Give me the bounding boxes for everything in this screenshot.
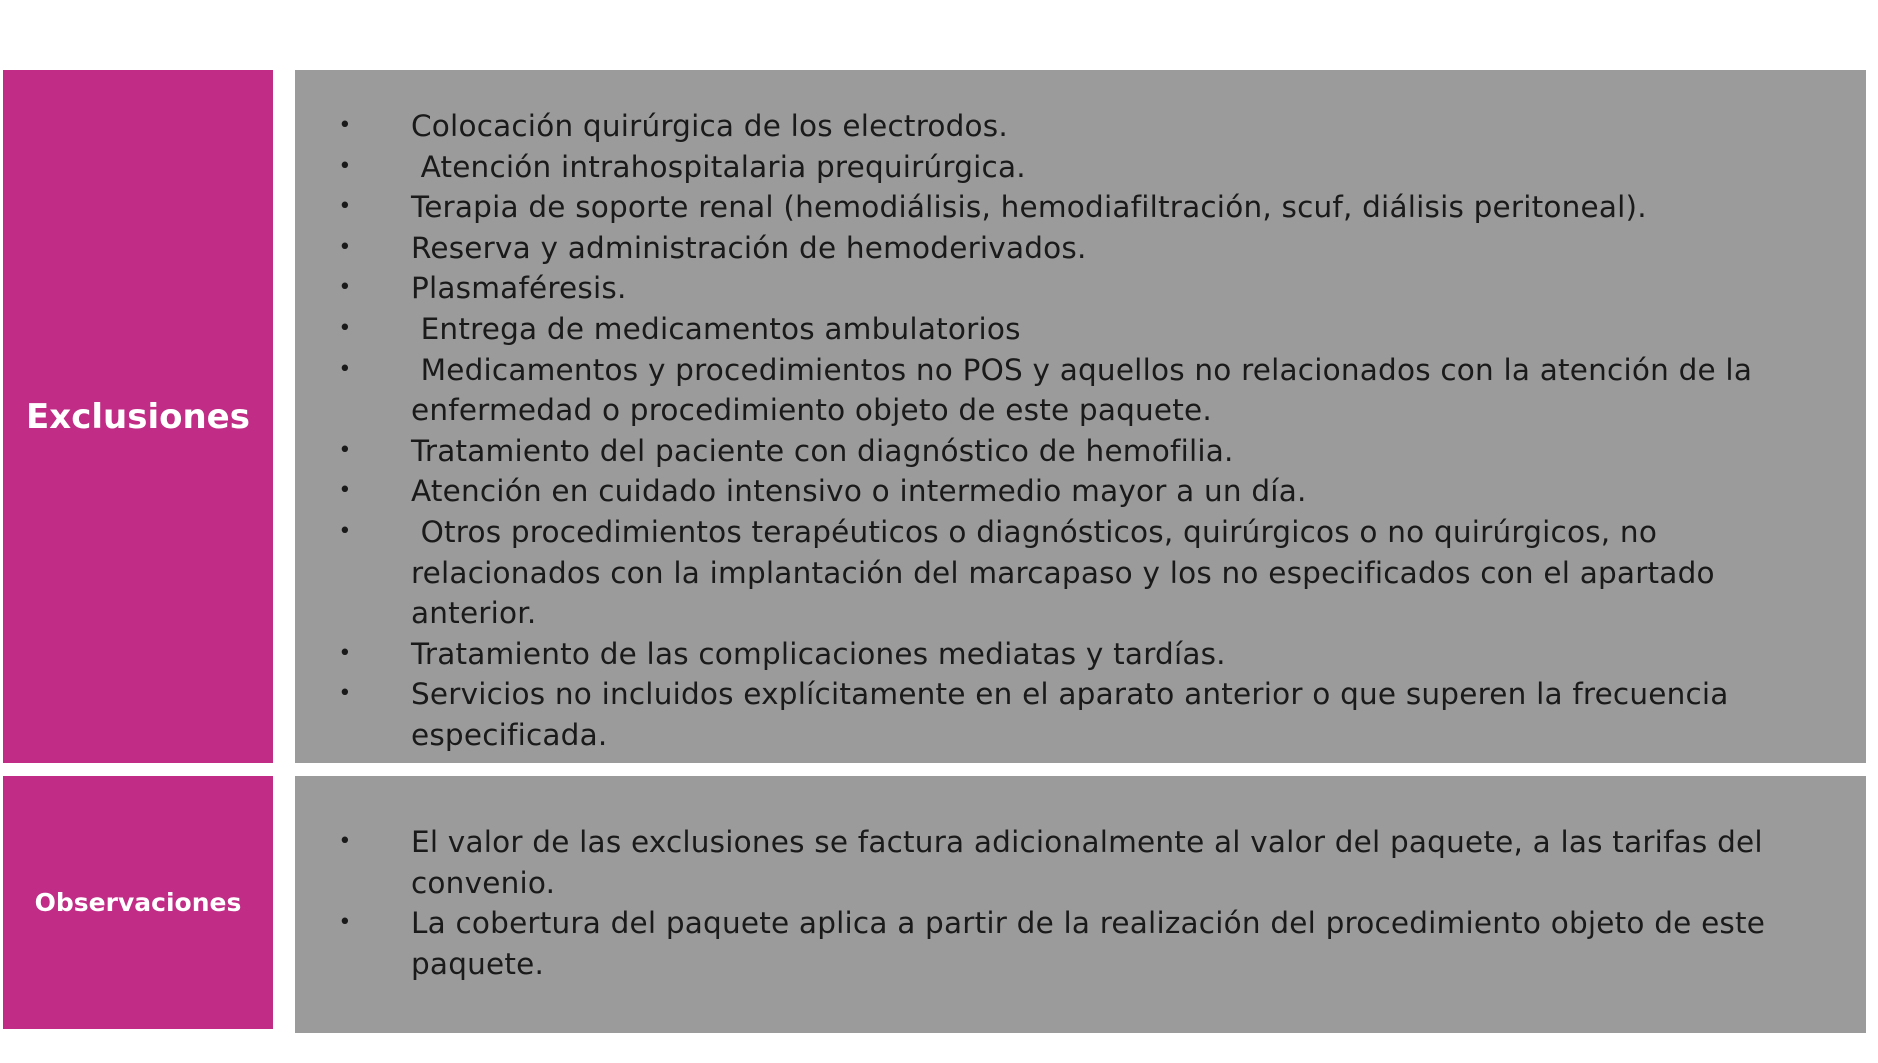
list-item (295, 512, 1866, 634)
bullet-icon: • (338, 478, 352, 504)
list-item (295, 471, 1866, 512)
bullet-icon: • (338, 356, 352, 382)
list-item (295, 674, 1866, 755)
list-item-text: La cobertura del paquete aplica a partir de la realización del procedimiento objeto de este paquete. (411, 906, 1775, 981)
bullet-icon: • (338, 681, 352, 707)
list-item (295, 903, 1866, 984)
list-item (295, 634, 1866, 675)
list-item-text: Atención en cuidado intensivo o intermedio mayor a un día. (411, 474, 1307, 509)
list-item (295, 187, 1866, 228)
list-item-text: Tratamiento del paciente con diagnóstico de hemofilia. (411, 433, 1234, 468)
list-item-text: Plasmaféresis. (411, 271, 627, 306)
bullet-icon: • (338, 640, 352, 666)
list-item-text: Servicios no incluidos explícitamente en el aparato anterior o que superen la frecuencia especificada. (411, 677, 1739, 752)
list-item-text: Colocación quirúrgica de los electrodos. (411, 109, 1008, 143)
observaciones-content (295, 776, 1866, 1033)
bullet-icon: • (338, 153, 352, 179)
list-item-text: Reserva y administración de hemoderivados. (411, 230, 1087, 265)
exclusiones-label-text: Exclusiones (26, 396, 250, 437)
exclusiones-list (295, 106, 1866, 756)
list-item (295, 106, 1866, 147)
bullet-icon: • (338, 113, 352, 138)
bullet-icon: • (338, 194, 352, 220)
list-item-text: Terapia de soporte renal (hemodiálisis, hemodiafiltración, scuf, diálisis peritoneal). (411, 190, 1647, 225)
bullet-icon: • (338, 275, 352, 301)
list-item (295, 350, 1866, 431)
list-item (295, 309, 1866, 350)
bullet-icon: • (338, 910, 352, 936)
list-item-text: Tratamiento de las complicaciones mediatas y tardías. (411, 636, 1226, 671)
list-item-text: Medicamentos y procedimientos no POS y aquellos no relacionados con la atención de la enfermedad o procedimiento objeto de este paquete. (411, 352, 1762, 428)
list-item (295, 822, 1866, 903)
list-item (295, 431, 1866, 472)
bullet-icon: • (338, 518, 352, 544)
list-item (295, 228, 1866, 269)
bullet-icon: • (338, 234, 352, 260)
exclusiones-label (3, 70, 273, 763)
list-item-text: Otros procedimientos terapéuticos o diagnósticos, quirúrgicos o no quirúrgicos, no relacionados con la implantación del marcapaso y los no especificados con el apartado anterior. (411, 514, 1725, 631)
exclusiones-content (295, 70, 1866, 763)
list-item-text: Atención intrahospitalaria prequirúrgica. (411, 149, 1026, 184)
list-item (295, 147, 1866, 188)
observaciones-label (3, 776, 273, 1029)
list-item (295, 268, 1866, 309)
observaciones-list (295, 822, 1866, 984)
bullet-icon: • (338, 437, 352, 463)
bullet-icon: • (338, 315, 352, 341)
list-item-text: Entrega de medicamentos ambulatorios (411, 311, 1021, 346)
observaciones-label-text: Observaciones (34, 888, 242, 917)
list-item-text: El valor de las exclusiones se factura adicionalmente al valor del paquete, a las tarifas del convenio. (411, 825, 1773, 900)
bullet-icon: • (338, 829, 352, 854)
